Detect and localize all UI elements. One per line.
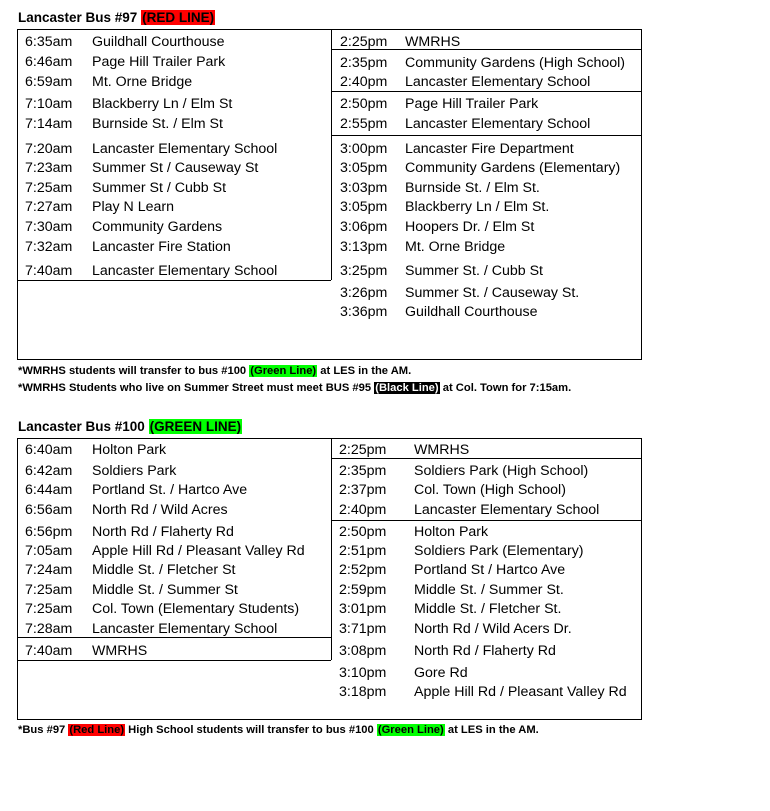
- stop-time: 3:13pm: [340, 239, 388, 255]
- green-line-tag: (Green Line): [377, 724, 444, 736]
- stop-time: 2:50pm: [339, 524, 387, 540]
- bus100-am-stop-row: [25, 523, 234, 541]
- bus100-pm-stop-row: [339, 481, 566, 499]
- bus97-pm-stop-row: [340, 238, 505, 256]
- stop-time: 3:10pm: [339, 665, 387, 681]
- stop-location: Holton Park: [92, 442, 167, 458]
- bus100-pm-stop-row: [339, 581, 564, 599]
- green-line-tag: (Green Line): [250, 365, 317, 377]
- stop-time: 3:06pm: [340, 219, 388, 235]
- stop-location: Hoopers Dr. / Elm St: [405, 219, 535, 235]
- stop-location: Lancaster Elementary School: [405, 116, 591, 132]
- stop-time: 6:40am: [25, 442, 73, 458]
- bus97-schedule-box: [17, 29, 642, 360]
- bus100-am-divider: [18, 637, 331, 638]
- stop-time: 3:71pm: [339, 621, 387, 637]
- stop-location: Summer St. / Cubb St: [405, 263, 543, 279]
- stop-time: 3:03pm: [340, 180, 388, 196]
- bus97-am-stop-row: [25, 238, 231, 256]
- stop-location: Soldiers Park (High School): [414, 463, 589, 479]
- bus97-pm-stop-row: [340, 95, 538, 113]
- stop-location: Lancaster Elementary School: [405, 74, 591, 90]
- stop-time: 3:36pm: [340, 304, 388, 320]
- stop-location: WMRHS: [414, 442, 470, 458]
- stop-location: Apple Hill Rd / Pleasant Valley Rd: [414, 684, 627, 700]
- stop-location: WMRHS: [405, 34, 461, 50]
- bus100-am-stop-row: [25, 600, 299, 618]
- stop-time: 2:25pm: [340, 34, 388, 50]
- bus100-pm-stop-row: [339, 642, 556, 660]
- bus97-title-text: Lancaster Bus #97: [18, 10, 138, 25]
- bus100-pm-stop-row: [339, 501, 599, 519]
- bus100-pm-divider: [332, 458, 642, 459]
- bus100-pm-stop-row: [339, 462, 588, 480]
- stop-time: 2:50pm: [340, 96, 388, 112]
- stop-location: Middle St. / Summer St: [92, 582, 238, 598]
- stop-location: Col. Town (High School): [414, 482, 566, 498]
- stop-location: Play N Learn: [92, 199, 175, 215]
- stop-time: 2:51pm: [339, 543, 387, 559]
- bus100-pm-stop-row: [339, 542, 584, 560]
- stop-time: 6:42am: [25, 463, 73, 479]
- stop-time: 2:35pm: [340, 55, 388, 71]
- stop-location: Community Gardens (Elementary): [405, 160, 621, 176]
- stop-time: 2:37pm: [339, 482, 387, 498]
- stop-time: 3:05pm: [340, 160, 388, 176]
- bus97-pm-divider: [332, 135, 642, 136]
- stop-time: 7:28am: [25, 621, 73, 637]
- bus100-pm-stop-row: [339, 523, 488, 541]
- bus97-am-stop-row: [25, 159, 258, 177]
- bus97-am-stop-row: [25, 33, 225, 51]
- stop-location: Lancaster Elementary School: [414, 502, 600, 518]
- bus97-am-stop-row: [25, 140, 277, 158]
- bus97-pm-stop-row: [340, 140, 574, 158]
- stop-location: Col. Town (Elementary Students): [92, 601, 300, 617]
- stop-location: Guildhall Courthouse: [405, 304, 538, 320]
- bus97-am-stop-row: [25, 53, 225, 71]
- bus97-pm-divider: [332, 91, 642, 92]
- stop-time: 7:30am: [25, 219, 73, 235]
- stop-location: Lancaster Elementary School: [92, 141, 278, 157]
- bus97-pm-stop-row: [340, 218, 534, 236]
- bus100-title: [18, 419, 242, 435]
- stop-time: 7:23am: [25, 160, 73, 176]
- stop-time: 3:08pm: [339, 643, 387, 659]
- stop-location: Apple Hill Rd / Pleasant Valley Rd: [92, 543, 305, 559]
- bus97-am-stop-row: [25, 73, 192, 91]
- stop-time: 6:56am: [25, 502, 73, 518]
- stop-location: Middle St. / Fletcher St: [92, 562, 236, 578]
- stop-time: 6:35am: [25, 34, 73, 50]
- note-text: *Bus #97: [18, 724, 69, 736]
- stop-time: 7:24am: [25, 562, 73, 578]
- bus100-pm-stop-row: [339, 620, 572, 638]
- note-text: at LES in the AM.: [444, 724, 539, 736]
- stop-location: Lancaster Fire Department: [405, 141, 574, 157]
- bus97-am-stop-row: [25, 262, 277, 280]
- stop-location: Guildhall Courthouse: [92, 34, 225, 50]
- stop-time: 3:18pm: [339, 684, 387, 700]
- stop-location: North Rd / Flaherty Rd: [92, 524, 234, 540]
- stop-location: Middle St. / Fletcher St.: [414, 601, 562, 617]
- stop-time: 7:27am: [25, 199, 73, 215]
- bus97-am-stop-row: [25, 218, 222, 236]
- stop-time: 7:25am: [25, 582, 73, 598]
- bus100-am-stop-row: [25, 441, 166, 459]
- stop-time: 7:05am: [25, 543, 73, 559]
- stop-time: 7:25am: [25, 180, 73, 196]
- bus97-pm-stop-row: [340, 179, 540, 197]
- stop-time: 3:25pm: [340, 263, 388, 279]
- bus97-pm-stop-row: [340, 262, 543, 280]
- bus100-am-stop-row: [25, 620, 277, 638]
- stop-time: 2:40pm: [340, 74, 388, 90]
- bus97-am-end-line: [18, 280, 331, 281]
- bus97-title: [18, 10, 215, 26]
- stop-time: 2:25pm: [339, 442, 387, 458]
- stop-location: Portland St / Hartco Ave: [414, 562, 566, 578]
- bus100-am-stop-row: [25, 481, 247, 499]
- bus97-am-stop-row: [25, 95, 232, 113]
- bus100-am-stop-row: [25, 561, 236, 579]
- stop-time: 7:14am: [25, 116, 73, 132]
- bus100-pm-stop-row: [339, 683, 627, 701]
- bus100-am-end-line: [18, 660, 331, 661]
- stop-location: Soldiers Park (Elementary): [414, 543, 584, 559]
- stop-time: 2:55pm: [340, 116, 388, 132]
- stop-location: Middle St. / Summer St.: [414, 582, 564, 598]
- stop-time: 6:46am: [25, 54, 73, 70]
- stop-location: Page Hill Trailer Park: [92, 54, 226, 70]
- stop-location: Lancaster Elementary School: [92, 263, 278, 279]
- stop-time: 7:40am: [25, 643, 73, 659]
- stop-time: 7:25am: [25, 601, 73, 617]
- bus97-am-stop-row: [25, 198, 174, 216]
- stop-location: Page Hill Trailer Park: [405, 96, 539, 112]
- stop-location: North Rd / Wild Acres: [92, 502, 228, 518]
- black-line-tag: (Black Line): [375, 382, 439, 394]
- stop-location: Mt. Orne Bridge: [405, 239, 506, 255]
- note-text: at LES in the AM.: [317, 365, 412, 377]
- stop-time: 6:44am: [25, 482, 73, 498]
- stop-location: Burnside St. / Elm St: [92, 116, 223, 132]
- bus100-schedule-box: [17, 438, 642, 720]
- note-text: *WMRHS Students who live on Summer Street must meet BUS #95: [18, 382, 375, 394]
- stop-location: Community Gardens: [92, 219, 223, 235]
- stop-location: Blackberry Ln / Elm St.: [405, 199, 550, 215]
- stop-location: Community Gardens (High School): [405, 55, 625, 71]
- stop-location: Portland St. / Hartco Ave: [92, 482, 248, 498]
- bus100-pm-stop-row: [339, 441, 469, 459]
- stop-location: Blackberry Ln / Elm St: [92, 96, 233, 112]
- bus97-pm-stop-row: [340, 73, 590, 91]
- stop-location: Lancaster Elementary School: [92, 621, 278, 637]
- stop-location: WMRHS: [92, 643, 148, 659]
- bus97-am-stop-row: [25, 115, 223, 133]
- stop-time: 3:00pm: [340, 141, 388, 157]
- bus97-pm-stop-row: [340, 115, 590, 133]
- bus97-pm-stop-row: [340, 54, 625, 72]
- bus100-line-tag: (GREEN LINE): [149, 419, 242, 434]
- bus97-pm-divider: [332, 49, 642, 50]
- stop-time: 3:01pm: [339, 601, 387, 617]
- note-text: at Col. Town for 7:15am.: [439, 382, 572, 394]
- bus100-title-text: Lancaster Bus #100: [18, 419, 145, 434]
- bus100-pm-divider: [332, 520, 642, 521]
- stop-time: 7:32am: [25, 239, 73, 255]
- stop-time: 3:26pm: [340, 285, 388, 301]
- stop-location: North Rd / Flaherty Rd: [414, 643, 556, 659]
- bus100-am-stop-row: [25, 642, 147, 660]
- bus97-pm-stop-row: [340, 303, 538, 321]
- stop-time: 7:40am: [25, 263, 73, 279]
- bus100-note-transfer: [18, 723, 539, 737]
- bus100-column-divider: [331, 439, 332, 660]
- bus100-pm-stop-row: [339, 664, 468, 682]
- stop-location: Summer St. / Causeway St.: [405, 285, 580, 301]
- stop-time: 6:59am: [25, 74, 73, 90]
- stop-time: 7:20am: [25, 141, 73, 157]
- bus100-am-stop-row: [25, 501, 228, 519]
- bus100-am-stop-row: [25, 462, 176, 480]
- bus97-note-transfer: [18, 364, 411, 378]
- bus97-line-tag: (RED LINE): [142, 10, 215, 25]
- stop-time: 7:10am: [25, 96, 73, 112]
- bus97-am-stop-row: [25, 179, 226, 197]
- stop-location: Lancaster Fire Station: [92, 239, 231, 255]
- stop-time: 2:35pm: [339, 463, 387, 479]
- bus97-pm-stop-row: [340, 284, 579, 302]
- bus100-pm-stop-row: [339, 600, 561, 618]
- bus97-column-divider: [331, 30, 332, 280]
- stop-time: 6:56pm: [25, 524, 73, 540]
- stop-location: North Rd / Wild Acers Dr.: [414, 621, 572, 637]
- note-text: High School students will transfer to bus #100: [125, 724, 377, 736]
- stop-time: 2:59pm: [339, 582, 387, 598]
- bus97-pm-stop-row: [340, 159, 620, 177]
- stop-time: 2:52pm: [339, 562, 387, 578]
- stop-location: Summer St / Cubb St: [92, 180, 227, 196]
- note-text: *WMRHS students will transfer to bus #100: [18, 365, 250, 377]
- bus100-pm-stop-row: [339, 561, 565, 579]
- bus97-pm-stop-row: [340, 198, 549, 216]
- stop-location: Mt. Orne Bridge: [92, 74, 193, 90]
- bus100-am-stop-row: [25, 581, 238, 599]
- red-line-tag: (Red Line): [69, 724, 125, 736]
- stop-location: Soldiers Park: [92, 463, 177, 479]
- bus100-am-stop-row: [25, 542, 305, 560]
- stop-location: Burnside St. / Elm St.: [405, 180, 540, 196]
- stop-time: 2:40pm: [339, 502, 387, 518]
- bus97-note-summer-street: [18, 381, 571, 395]
- stop-location: Gore Rd: [414, 665, 468, 681]
- stop-time: 3:05pm: [340, 199, 388, 215]
- stop-location: Holton Park: [414, 524, 489, 540]
- stop-location: Summer St / Causeway St: [92, 160, 259, 176]
